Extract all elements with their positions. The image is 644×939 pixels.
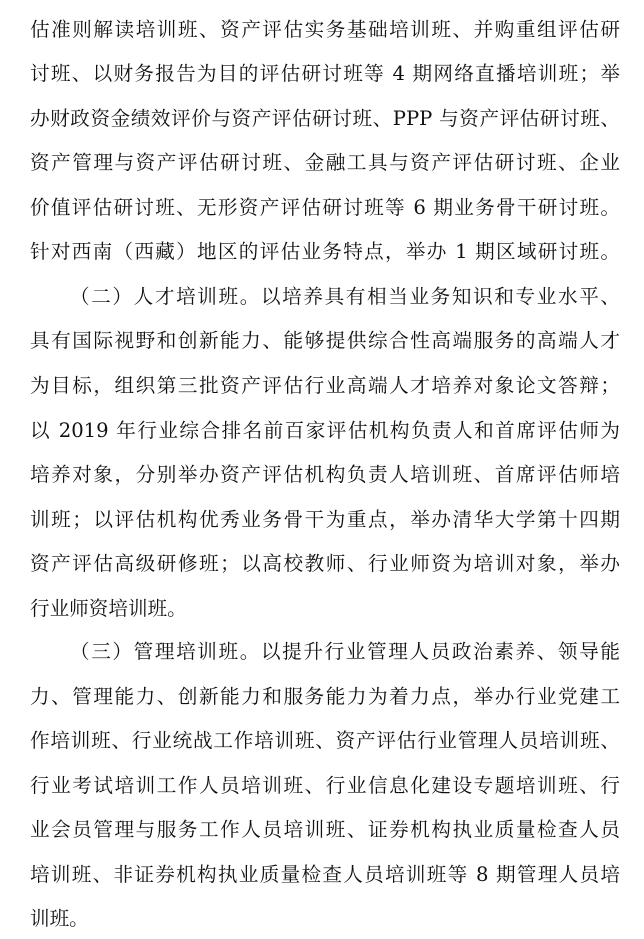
text-line: 行业考试培训工作人员培训班、行业信息化建设专题培训班、行 [30,774,620,797]
text-line: 资产评估高级研修班；以高校教师、行业师资为培训对象，举办 [30,552,620,575]
text-line: 具有国际视野和创新能力、能够提供综合性高端服务的高端人才 [30,329,620,352]
text-line: 业会员管理与服务工作人员培训班、证券机构执业质量检查人员 [30,818,620,841]
text-line: 资产管理与资产评估研讨班、金融工具与资产评估研讨班、企业 [30,151,620,174]
text-line: 估准则解读培训班、资产评估实务基础培训班、并购重组评估研 [30,18,620,41]
text-line: 行业师资培训班。 [30,597,187,620]
text-line: 针对西南（西藏）地区的评估业务特点，举办 1 期区域研讨班。 [30,240,620,263]
paragraph-heading-line: （二）人才培训班。以培养具有相当业务知识和专业水平、 [70,285,620,308]
paragraph-heading-line: （三）管理培训班。以提升行业管理人员政治素养、领导能 [70,640,620,663]
text-line: 培养对象，分别举办资产评估机构负责人培训班、首席评估师培 [30,463,620,486]
text-line: 讨班、以财务报告为目的评估研讨班等 4 期网络直播培训班；举 [30,62,620,85]
text-line: 训班。 [30,907,89,930]
text-line: 力、管理能力、创新能力和服务能力为着力点，举办行业党建工 [30,685,620,708]
text-line: 以 2019 年行业综合排名前百家评估机构负责人和首席评估师为 [30,419,620,442]
text-line: 训班；以评估机构优秀业务骨干为重点，举办清华大学第十四期 [30,508,620,531]
text-line: 办财政资金绩效评价与资产评估研讨班、PPP 与资产评估研讨班、 [30,107,620,130]
text-line: 作培训班、行业统战工作培训班、资产评估行业管理人员培训班、 [30,729,620,752]
text-line: 为目标，组织第三批资产评估行业高端人才培养对象论文答辩； [30,374,620,397]
text-line: 培训班、非证券机构执业质量检查人员培训班等 8 期管理人员培 [30,863,620,886]
text-line: 价值评估研讨班、无形资产评估研讨班等 6 期业务骨干研讨班。 [30,196,620,219]
